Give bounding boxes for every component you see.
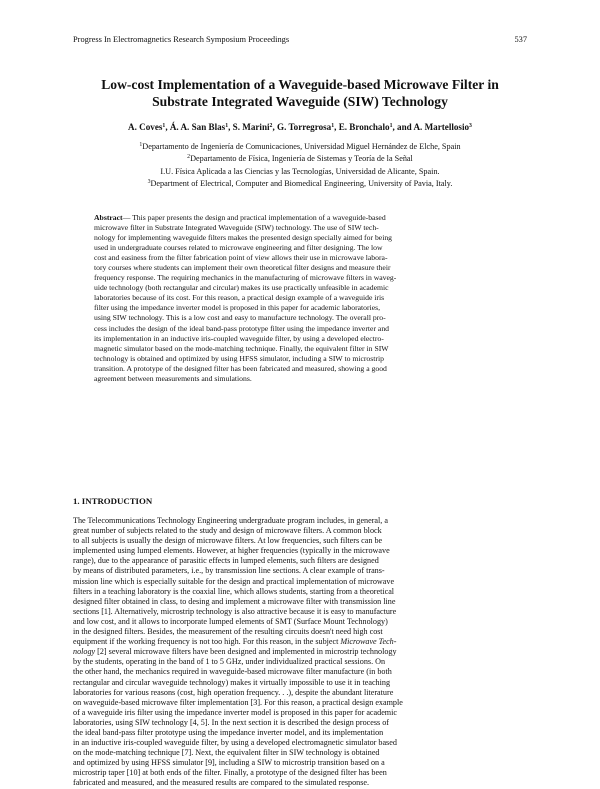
body-line: The Telecommunications Technology Engineering undergraduate program includes, in general, a (73, 516, 388, 525)
author-name: E. Bronchalo (338, 122, 390, 132)
body-line: fabricated and measured, and the measured results are compared to the simulated response. (73, 778, 369, 788)
introduction-body (73, 516, 527, 789)
running-header (73, 35, 527, 47)
body-text: equipment if the working frequency is not too high. For this reason, in the subject (73, 637, 341, 647)
body-line (73, 647, 527, 657)
body-line: in an inductive iris-coupled waveguide filter, by using a developed electromagnetic simulator based (73, 738, 397, 748)
affiliation-text: I.U. Física Aplicada a las Ciencias y las Tecnologías, Universidad de Alicante, Spain. (160, 166, 440, 176)
body-line: and low cost, and it allows to incorporate lumped elements of SMT (Surface Mount Technology) (73, 616, 388, 626)
body-line: in the designed filters. Besides, the measurement of the resulting circuits doesn't need high cost (73, 627, 383, 637)
abstract-line: used in undergraduate courses related to microwave engineering and filter designing. The low (94, 243, 383, 253)
affiliation-line (40, 178, 560, 190)
author-name: A. Martellosio (413, 122, 470, 132)
author-affiliation-mark: 1 (389, 123, 393, 129)
affiliation-mark: 2 (187, 154, 191, 161)
abstract-heading: Abstract (94, 213, 123, 222)
author-list: A. Coves$^1$, Á. A. San Blas$^1$, S. Marini$^2$, G. Torregrosa$^1$, E. Bronchalo$^1$, and A. Martellosio$^3$ (128, 122, 472, 132)
body-line: the ideal band-pass filter prototype using the impedance inverter model, and its implementation (73, 727, 384, 737)
body-line: of a waveguide iris filter using the impedance inverter model is proposed in this paper for academic (73, 707, 397, 717)
author-affiliation-mark: 1 (331, 123, 335, 129)
abstract-line: using SIW technology. This is a low cost and easy to manufacture technology. The overall pro- (94, 313, 386, 323)
author-affiliation-mark: 3 (469, 123, 472, 129)
abstract-line: nology for implementing waveguide filters makes the presented design specially aimed for being (94, 233, 393, 243)
paper-title (40, 76, 560, 110)
abstract-text: This paper presents the design and practical implementation of a waveguide-based (132, 213, 386, 222)
abstract-line: frequency response. The requiring mechanics in the manufacturing of microwave filters in waveg- (94, 273, 397, 283)
affiliation-mark: 3 (147, 178, 151, 185)
title-line: Substrate Integrated Waveguide (SIW) Technology (152, 94, 448, 109)
subject-name-italic: Microwave Tech- (340, 637, 397, 647)
author-affiliation-mark: 1 (162, 123, 166, 129)
affiliation-line (40, 153, 560, 165)
body-line: filters in a teaching laboratory is the coaxial line, which allows students, starting from a theoretical (73, 586, 395, 596)
body-line: the other hand, the mechanics required in waveguide-based microwave filter manufacture (in both (73, 667, 392, 677)
abstract-line: uide technology (both rectangular and circular) makes its use practically unfeasible in academic (94, 283, 389, 293)
journal-name: Progress In Electromagnetics Research Symposium Proceedings (73, 35, 290, 44)
abstract (94, 213, 506, 384)
affiliations (40, 141, 560, 190)
affiliation-mark: 1 (139, 142, 143, 148)
body-line: by means of distributed parameters, i.e., by transmission line sections. A clear example of trans- (73, 566, 385, 576)
body-line: on the mode-matching technique [7]. Next, the equivalent filter in SIW technology is obtained (73, 748, 380, 758)
author-name: G. Torregrosa (277, 122, 332, 132)
body-line: designed filter obtained in class, to desing and implement a microwave filter with transmission line (73, 596, 396, 606)
abstract-line: cess includes the design of the ideal band-pass prototype filter using the impedance inverter and (94, 323, 390, 333)
section-heading: 1. INTRODUCTION (73, 496, 153, 506)
body-line: implemented using lumped elements. However, at higher frequencies (typically in the microwave (73, 546, 390, 556)
author-name: A. Coves (128, 122, 163, 132)
subject-name-italic: nology (73, 647, 96, 657)
author-name: S. Marini (232, 122, 270, 132)
abstract-line (94, 213, 506, 223)
body-text: [2] several microwave filters have been designed and implemented in microstrip technology (95, 647, 397, 657)
body-line: sections [1]. Alternatively, microstrip technology is also attractive because it is easy to manufacture (73, 606, 397, 616)
affiliation-text: Departamento de Ingeniería de Comunicaciones, Universidad Miguel Hernández de Elche, Spain (142, 142, 461, 151)
body-line: rectangular and circular waveguide technology) makes it virtually impossible to use it in teaching (73, 677, 391, 687)
authors-conjunction: and (397, 122, 412, 132)
affiliation-text: Department of Electrical, Computer and Biomedical Engineering, University of Pavia, Italy. (150, 178, 453, 188)
body-line: by the students, operating in the band of 1 to 5 GHz, under individualized practical sessions. On (73, 657, 386, 667)
affiliation-line (40, 141, 560, 153)
abstract-line: technology is obtained and optimized by using HFSS simulator, including a SIW to microstrip (94, 353, 384, 363)
body-line: mission line which is especially suitable for the design and practical implementation of microwave (73, 576, 395, 586)
affiliation-line (40, 166, 560, 178)
title-line: Low-cost Implementation of a Waveguide-based Microwave Filter in (101, 77, 499, 92)
abstract-line: microwave filter in Substrate Integrated Waveguide (SIW) technology. The use of SIW tech- (94, 223, 379, 233)
abstract-line: transition. A prototype of the designed filter has been fabricated and measured, showing a good (94, 363, 387, 373)
author-affiliation-mark: 1 (225, 123, 229, 129)
body-line: laboratories, using SIW technology [4, 5]. In the next section it is described the design process of (73, 717, 389, 727)
abstract-line: cost and easiness from the filter fabrication point of view allows their use in microwave labora- (94, 253, 388, 263)
abstract-line: filter using the impedance inverter model is proposed in this paper for academic laboratories, (94, 303, 381, 313)
author-affiliation-mark: 2 (269, 123, 273, 129)
body-line: great number of subjects related to the study and design of microwave filters. A common block (73, 526, 382, 536)
abstract-dash: — (122, 213, 133, 222)
body-line: microstrip taper [10] at both ends of the filter. Finally, a prototype of the designed filter has been (73, 768, 387, 778)
abstract-line: agreement between measurements and simulations. (94, 373, 252, 383)
abstract-line: magnetic simulator based on the mode-matching technique. Finally, the equivalent filter in SIW (94, 343, 389, 353)
body-line: laboratories for various reasons (cost, high operation frequency. . .), despite the abundant literature (73, 687, 394, 697)
page-number: 537 (514, 35, 527, 44)
body-line: on waveguide-based microwave filter implementation [3]. For this reason, a practical design example (73, 697, 403, 707)
abstract-line: laboratories because of its cost. For this reason, a practical design example of a waveguide iris (94, 293, 385, 303)
author-name: Á. A. San Blas (169, 122, 226, 132)
body-line: to all subjects is usually the design of microwave filters. At low frequencies, such filters can be (73, 536, 383, 546)
body-line: and optimized by using HFSS simulator [9], including a SIW to microstrip transition based on a (73, 758, 385, 768)
body-line (73, 637, 527, 647)
abstract-line: its implementation in an inductive iris-coupled waveguide filter, by using a developed electro- (94, 333, 384, 343)
affiliation-text: Departamento de Física, Ingeniería de Sistemas y Teoría de la Señal (190, 154, 413, 164)
abstract-line: tory courses where students can implement their own theoretical filter designs and measure their (94, 263, 391, 273)
body-line: range), due to the appearance of parasitic effects in lumped elements, such filters are designed (73, 556, 379, 566)
